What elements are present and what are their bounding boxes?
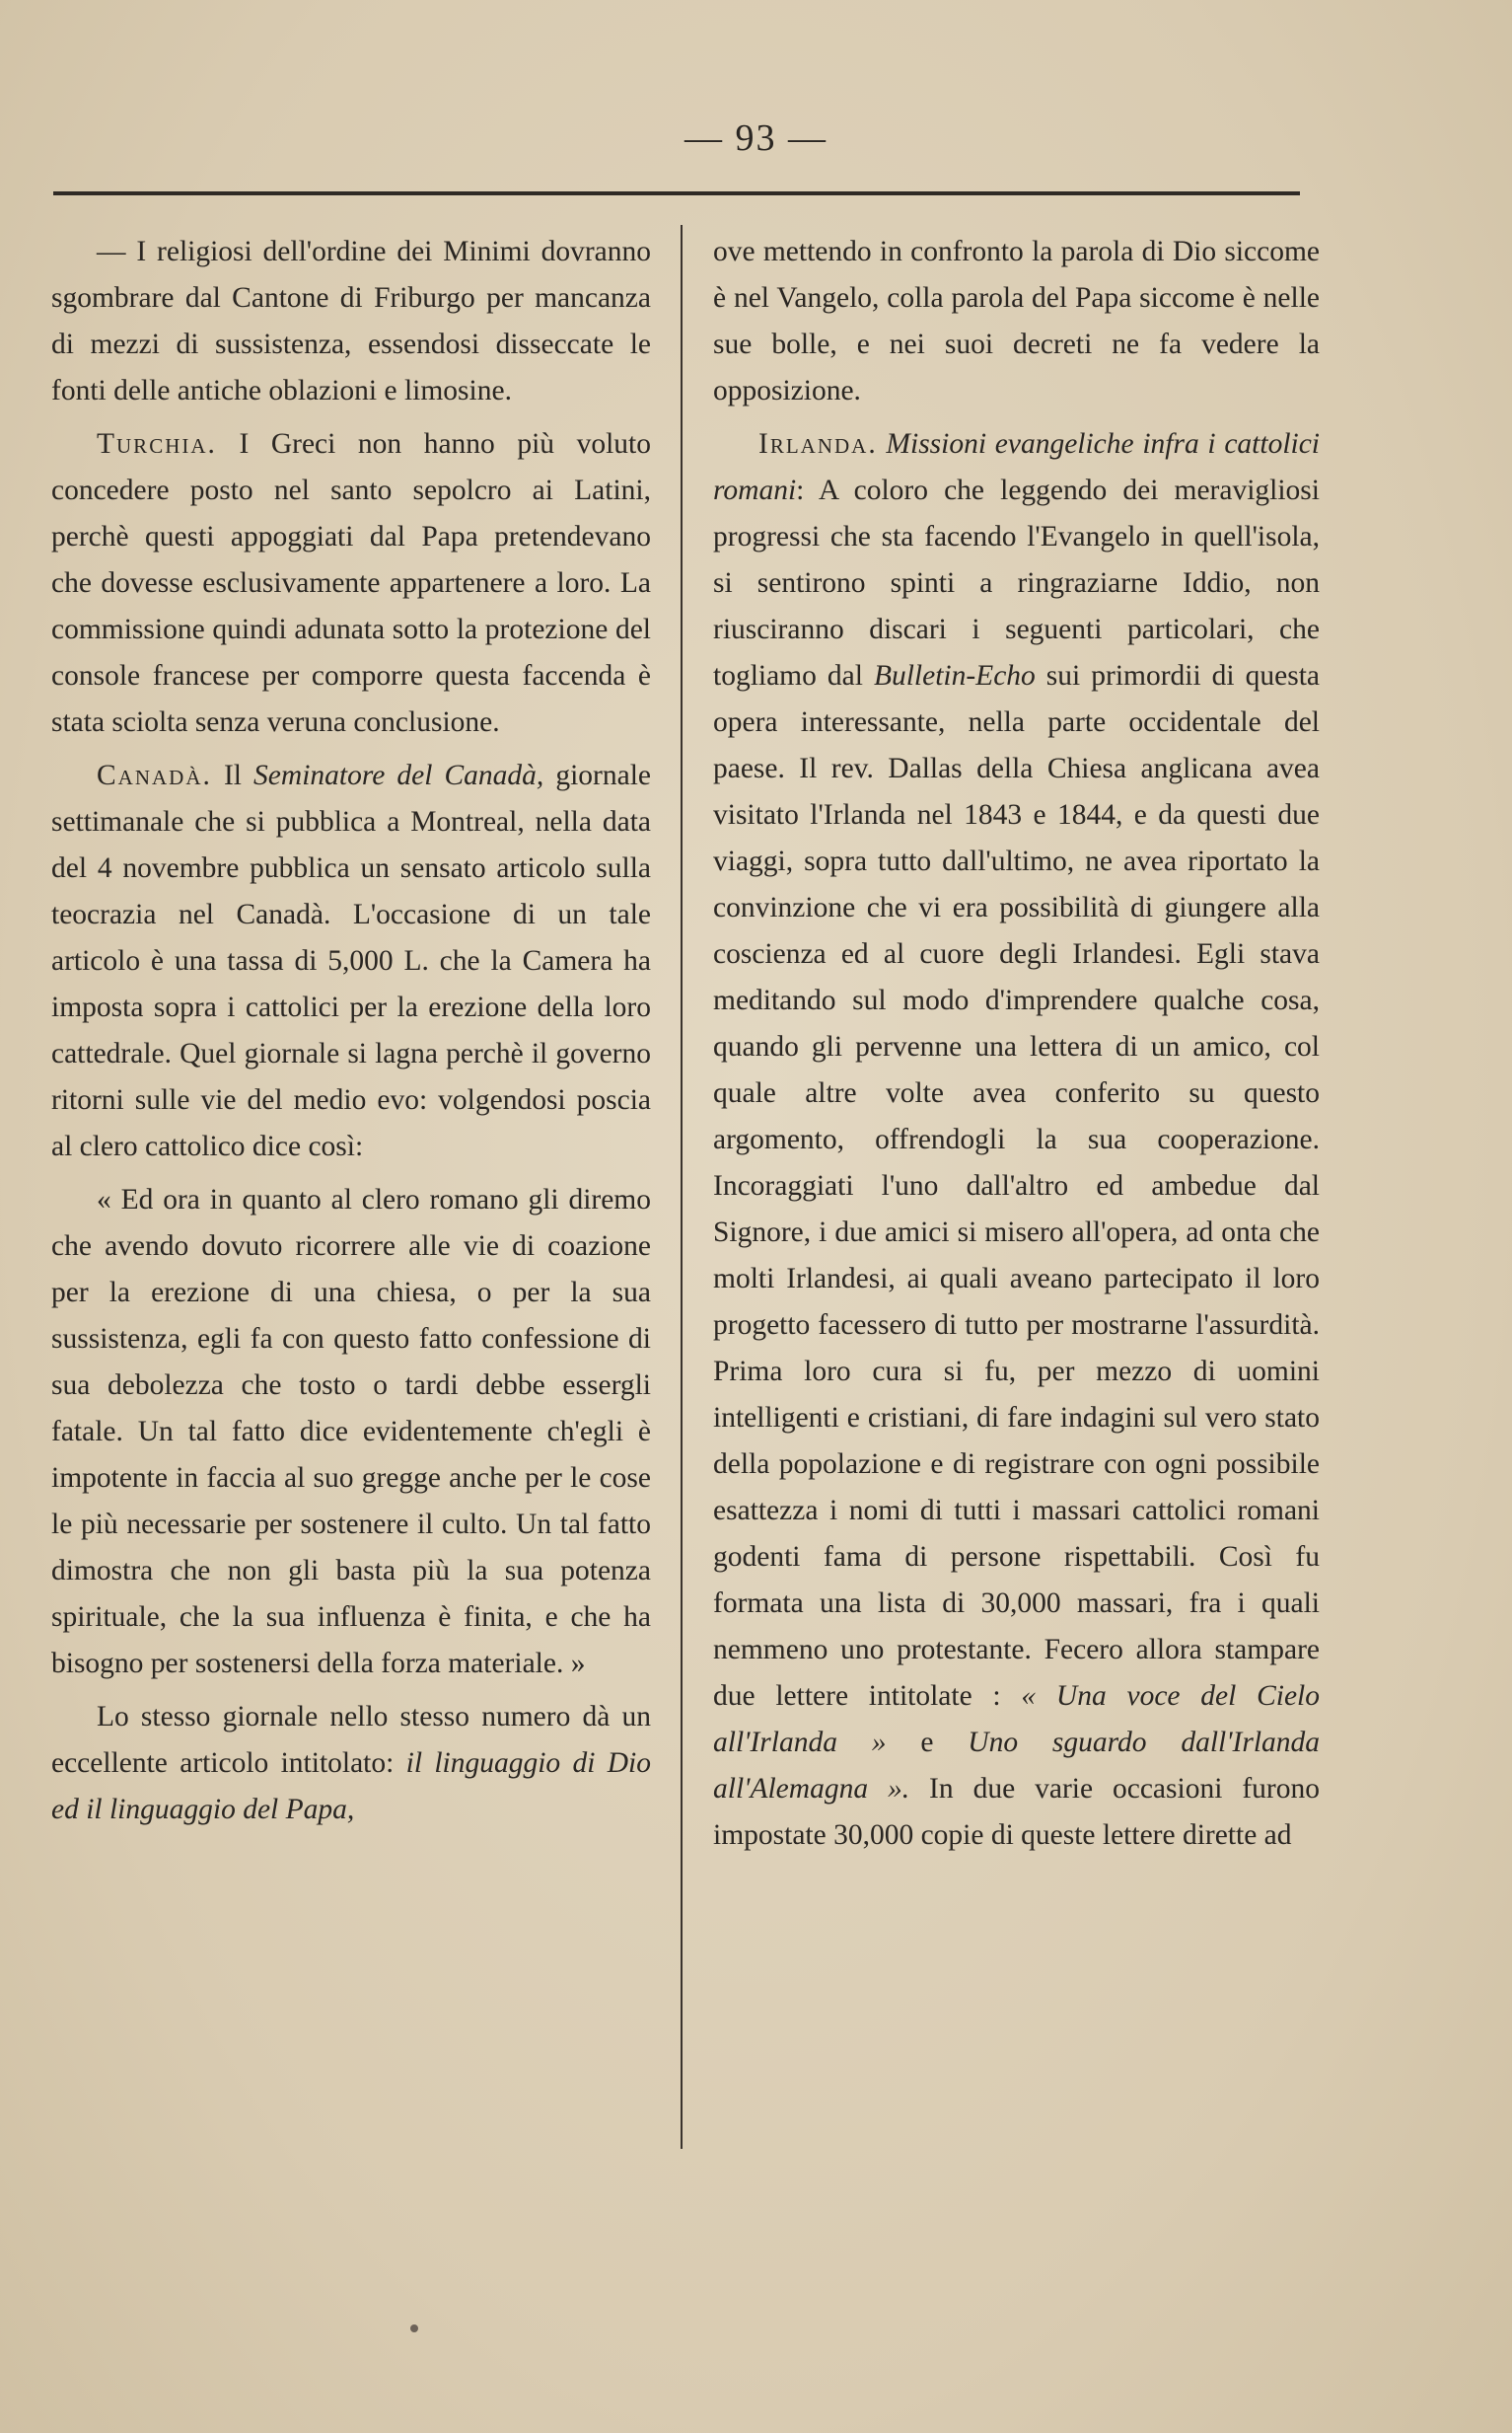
column-divider — [681, 225, 683, 2149]
irlanda-text-3: In due varie occasioni furono impostate 30,000 copie di queste lettere dirette ad — [713, 1773, 1320, 1851]
paragraph-canada — [51, 753, 651, 1170]
paper-speck — [410, 2324, 418, 2332]
paragraph-article — [51, 1694, 651, 1833]
irlanda-text-1: : A coloro che leggendo dei meravigliosi progressi che sta facendo l'Evangelo in quell'isola, si sentirono spinti a ringraziarne Iddio, non riusciranno discari i seguenti particolari, che togliamo dal — [713, 475, 1320, 692]
header-rule — [53, 191, 1300, 195]
section-head-irlanda: Irlanda. — [758, 428, 878, 460]
paragraph-continuation: ove mettendo in confronto la parola di Dio siccome è nel Vangelo, colla parola del Papa siccome è nelle sue bolle, e nei suoi decreti ne fa vedere la opposizione. — [713, 236, 1320, 406]
canada-text: giornale settimanale che si pubblica a Montreal, nella data del 4 novembre pubblica un sensato articolo sulla teocrazia nel Canadà. L'occasione di un tale articolo è una tassa di 5,000 L. che la Camera ha imposta sopra i cattolici per la erezione della loro cattedrale. Quel giornale si lagna perchè il governo ritorni sulle vie del medio evo: volgendosi poscia al clero cattolico dice così: — [51, 760, 651, 1162]
paragraph-turchia — [51, 421, 651, 746]
article-pre: Lo stesso giornale nello stesso numero dà un eccellente articolo intitolato: — [51, 1701, 651, 1779]
letter-title-1: « Una voce del Cielo all'Irlanda » — [713, 1680, 1320, 1758]
section-head-canada: Canadà. — [97, 760, 212, 791]
newspaper-title: Seminatore del Canadà, — [253, 760, 544, 791]
paragraph-quote: « Ed ora in quanto al clero romano gli diremo che avendo dovuto ricorrere alle vie di coazione per la erezione di una chiesa, o per la sua sussistenza, egli fa con questo fatto confessione di sua debolezza che tosto o tardi debbe essergli fatale. Un tal fatto dice evidentemente ch'egli è impotente in faccia al suo gregge anche per le cose le più necessarie per sostenere il culto. Un tal fatto dimostra che non gli basta più la sua potenza spirituale, che la sua influenza è finita, e che ha bisogno per sostenersi della forza materiale. » — [51, 1184, 651, 1679]
paragraph-irlanda — [713, 421, 1320, 1859]
bulletin-title: Bulletin-Echo — [873, 660, 1036, 692]
letter-title-2: Uno sguardo dall'Irlanda all'Alemagna ». — [713, 1727, 1321, 1805]
canada-pre: Il — [211, 760, 254, 791]
article-title: il linguaggio di Dio ed il linguaggio del Papa, — [51, 1747, 651, 1825]
turchia-text: I Greci non hanno più voluto concedere posto nel santo sepolcro ai Latini, perchè questi appoggiati dal Papa pretendevano che dovesse esclusivamente appartenere a loro. La commissione quindi adunata sotto la protezione del console francese per comporre questa faccenda è stata sciolta senza veruna conclusione. — [51, 428, 651, 738]
left-column — [51, 229, 651, 1840]
paragraph-minimi: — I religiosi dell'ordine dei Minimi dovranno sgombrare dal Cantone di Friburgo per mancanza di mezzi di sussistenza, essendosi disseccate le fonti delle antiche oblazioni e limosine. — [51, 236, 651, 406]
and-text: e — [886, 1727, 969, 1758]
section-head-turchia: Turchia. — [97, 428, 217, 460]
irlanda-text-2: sui primordii di questa opera interessante, nella parte occidentale del paese. Il rev. Dallas della Chiesa anglicana avea visitato l'Irlanda nel 1843 e 1844, e da questi due viaggi, sopra tutto dall'ultimo, ne avea riportato la convinzione che vi era possibilità di giungere alla coscienza ed al cuore degli Irlandesi. Egli stava meditando sul modo d'imprendere qualche cosa, quando gli pervenne una lettera di un amico, col quale altre volte avea conferito su questo argomento, offrendogli la sua cooperazione. Incoraggiati l'uno dall'altro ed ambedue dal Signore, i due amici si misero all'opera, ad onta che molti Irlandesi, ai quali aveano partecipato il loro progetto facessero di tutto per mostrarne l'assurdità. Prima loro cura si fu, per mezzo di uomini intelligenti e cristiani, di fare indagini sul vero stato della popolazione e di registrare con ogni possibile esattezza i nomi di tutti i massari cattolici romani godenti fama di persone rispettabili. Così fu formata una lista di 30,000 massari, fra i quali nemmeno uno protestante. Fecero allora stampare due lettere intitolate : — [713, 660, 1321, 1712]
irlanda-title: Missioni evangeliche infra i cattolici romani — [713, 428, 1320, 506]
right-column — [713, 229, 1320, 1866]
page-number: — 93 — — [684, 117, 828, 159]
